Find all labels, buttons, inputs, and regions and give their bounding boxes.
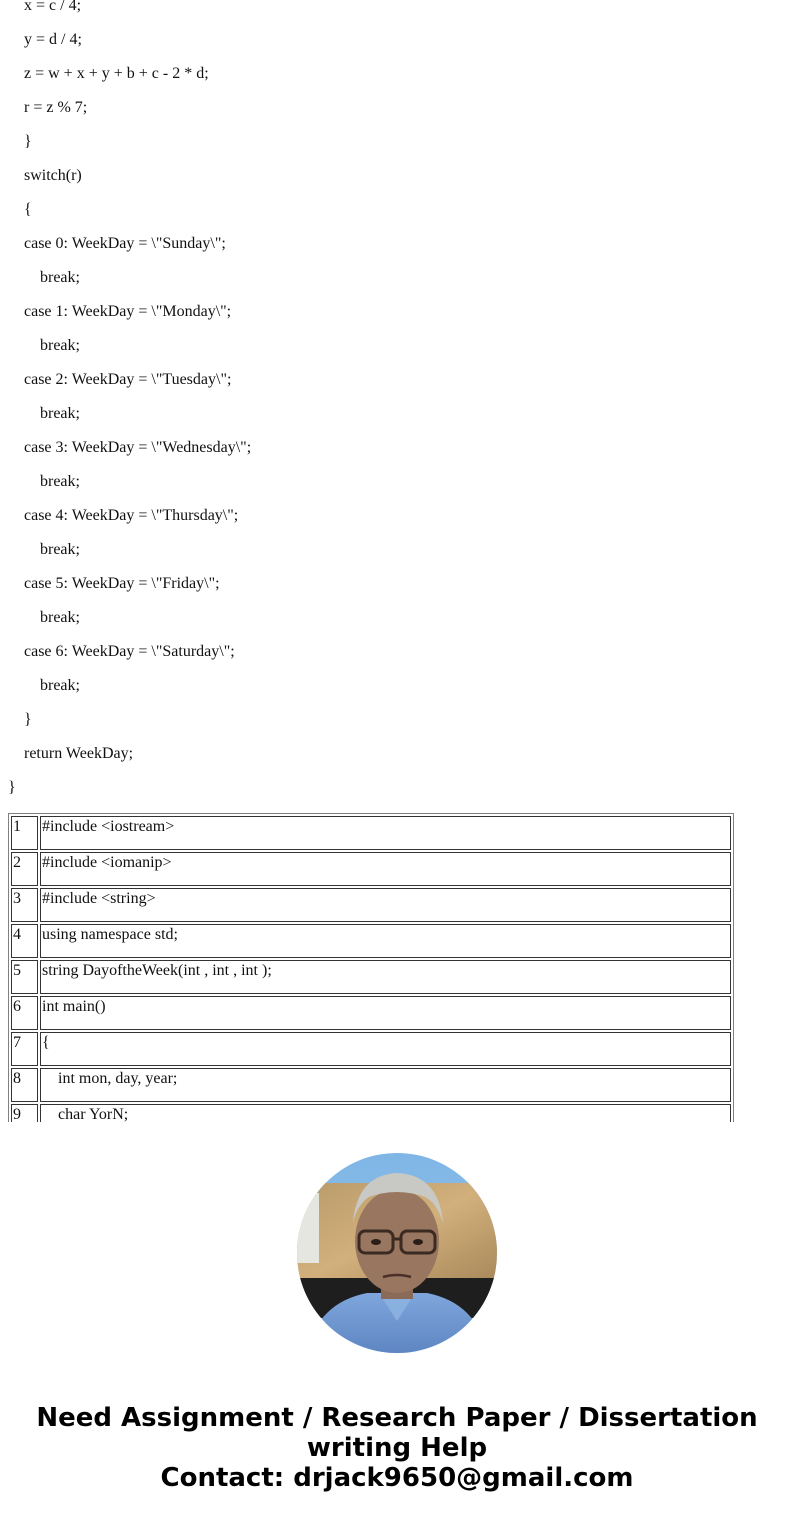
code-line-text: x = c / 4; xyxy=(24,0,82,14)
code-line xyxy=(0,261,794,295)
code-line-text: switch(r) xyxy=(24,167,82,184)
code-listing-table xyxy=(8,813,734,1122)
code-line xyxy=(0,635,794,669)
code-line xyxy=(0,329,794,363)
table-row xyxy=(11,888,731,922)
code-cell: int main() xyxy=(40,996,731,1030)
table-row xyxy=(11,924,731,958)
code-line xyxy=(0,567,794,601)
code-cell: using namespace std; xyxy=(40,924,731,958)
code-line-text: break; xyxy=(40,269,80,286)
code-line-text: case 2: WeekDay = \"Tuesday\"; xyxy=(24,371,232,388)
code-cell: #include <iostream> xyxy=(40,816,731,850)
portrait-image-icon xyxy=(297,1153,497,1353)
code-line xyxy=(0,193,794,227)
code-line-text: case 3: WeekDay = \"Wednesday\"; xyxy=(24,439,252,456)
promo-footer xyxy=(0,1403,794,1493)
code-line xyxy=(0,23,794,57)
promo-line-2: writing Help xyxy=(306,1433,488,1463)
line-number-cell: 6 xyxy=(11,996,38,1030)
code-cell: { xyxy=(40,1032,731,1066)
code-cell: #include <string> xyxy=(40,888,731,922)
code-line-text: case 1: WeekDay = \"Monday\"; xyxy=(24,303,232,320)
line-number-cell: 5 xyxy=(11,960,38,994)
code-line xyxy=(0,465,794,499)
code-cell: string DayoftheWeek(int , int , int ); xyxy=(40,960,731,994)
code-cell: char YorN; xyxy=(40,1104,731,1122)
code-line-text: break; xyxy=(40,609,80,626)
code-line xyxy=(0,57,794,91)
promo-line-1: Need Assignment / Research Paper / Dissertation xyxy=(36,1403,758,1433)
table-row xyxy=(11,816,731,850)
table-row xyxy=(11,960,731,994)
code-line xyxy=(0,601,794,635)
code-line xyxy=(0,703,794,737)
code-line xyxy=(0,499,794,533)
line-number-cell: 7 xyxy=(11,1032,38,1066)
code-line-text: break; xyxy=(40,337,80,354)
code-line xyxy=(0,0,794,23)
code-cell: #include <iomanip> xyxy=(40,852,731,886)
code-line-text: break; xyxy=(40,473,80,490)
table-row xyxy=(11,852,731,886)
code-line-text: z = w + x + y + b + c - 2 * d; xyxy=(24,65,209,82)
code-line xyxy=(0,125,794,159)
code-line-text: break; xyxy=(40,541,80,558)
table-row xyxy=(11,1032,731,1066)
code-listing-table-container xyxy=(8,813,734,1122)
code-line xyxy=(0,431,794,465)
table-row xyxy=(11,996,731,1030)
code-line-text: y = d / 4; xyxy=(24,31,82,48)
code-line-text: case 5: WeekDay = \"Friday\"; xyxy=(24,575,220,592)
line-number-cell: 2 xyxy=(11,852,38,886)
code-line-text: break; xyxy=(40,405,80,422)
code-line-text: return WeekDay; xyxy=(24,745,134,762)
code-cell: int mon, day, year; xyxy=(40,1068,731,1102)
code-line-text: } xyxy=(24,133,32,150)
line-number-cell: 3 xyxy=(11,888,38,922)
code-line xyxy=(0,227,794,261)
code-line-text: case 6: WeekDay = \"Saturday\"; xyxy=(24,643,235,660)
code-line-text: { xyxy=(24,201,32,218)
code-line-text: r = z % 7; xyxy=(24,99,88,116)
line-number-cell: 9 xyxy=(11,1104,38,1122)
table-row xyxy=(11,1104,731,1122)
code-line xyxy=(0,669,794,703)
code-line-text: break; xyxy=(40,677,80,694)
code-line-text: case 0: WeekDay = \"Sunday\"; xyxy=(24,235,226,252)
code-line xyxy=(0,363,794,397)
line-number-cell: 4 xyxy=(11,924,38,958)
line-number-cell: 1 xyxy=(11,816,38,850)
code-line xyxy=(0,159,794,193)
code-line xyxy=(0,397,794,431)
code-line-text: } xyxy=(8,779,16,796)
code-line-text: case 4: WeekDay = \"Thursday\"; xyxy=(24,507,239,524)
code-line xyxy=(0,771,794,805)
code-line xyxy=(0,533,794,567)
code-line xyxy=(0,737,794,771)
code-line xyxy=(0,295,794,329)
table-row xyxy=(11,1068,731,1102)
code-line-text: } xyxy=(24,711,32,728)
author-photo xyxy=(297,1153,497,1353)
contact-email: Contact: drjack9650@gmail.com xyxy=(160,1463,634,1493)
code-line xyxy=(0,91,794,125)
line-number-cell: 8 xyxy=(11,1068,38,1102)
